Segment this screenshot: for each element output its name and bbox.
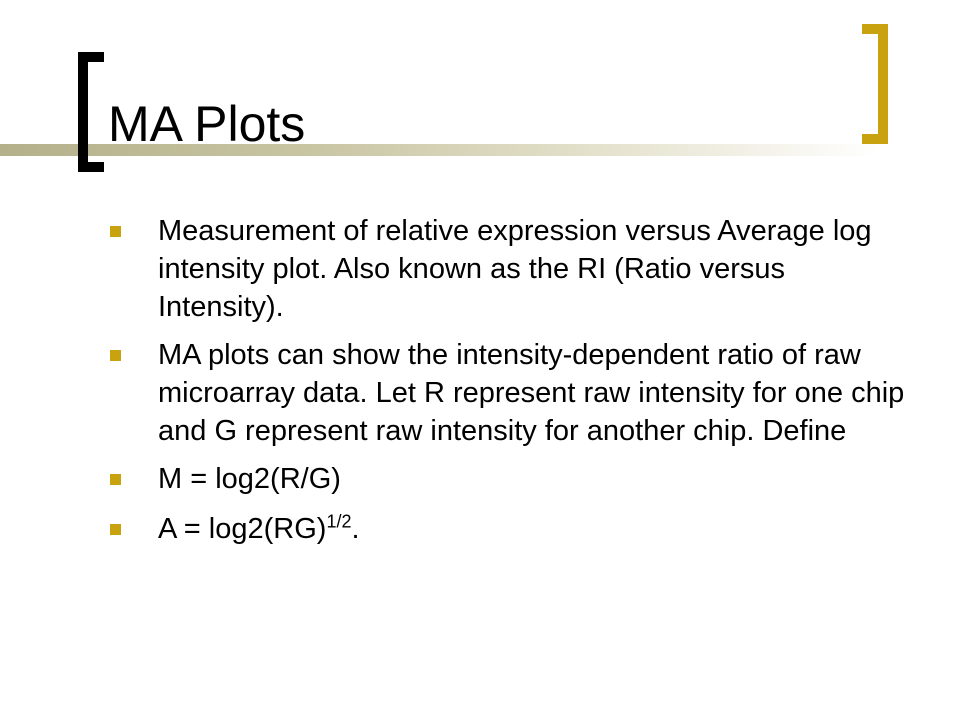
bullet-item [110,460,910,498]
right-bracket-decoration [862,24,888,144]
bullet-text-before-superscript: A = log2(RG) [158,513,327,545]
bullet-list [110,212,910,560]
bullet-item [110,510,910,548]
bullet-square-icon [110,350,121,361]
bullet-square-icon [110,474,121,485]
bullet-text: M = log2(R/G) [158,463,341,495]
bullet-text: MA plots can show the intensity-dependent ratio of raw microarray data. Let R represent raw intensity for one chip and G represent raw intensity for another chip. Define [158,339,905,447]
bullet-text: Measurement of relative expression versus Average log intensity plot. Also known as the RI (Ratio versus Intensity). [158,215,872,323]
bullet-item [110,336,910,450]
left-bracket-decoration [78,52,104,172]
superscript-exponent: 1/2 [326,511,352,532]
bullet-square-icon [110,226,121,237]
bullet-item [110,212,910,326]
slide-title: MA Plots [108,96,306,152]
bullet-square-icon [110,524,121,535]
bullet-text-after-superscript: . [351,513,360,545]
